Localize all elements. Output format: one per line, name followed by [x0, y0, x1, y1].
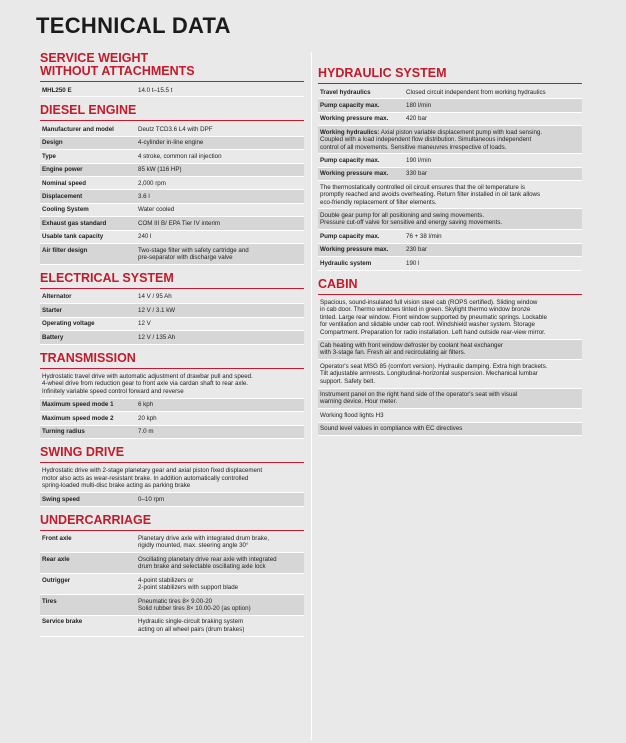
spec-row	[40, 426, 304, 439]
undercarriage-section	[40, 514, 304, 637]
cabin-paragraph: Spacious, sound-insulated full vision steel cab (ROPS certified). Sliding window in cab door. Thermo windows tinted in green. Skylight thermo window bronze tinted. Large rear window. Front window supported by pneumatic springs. Lockable for ventilation and slidable under cab roof. Windshield washer system. Storage Compartment. Preparation for radio installation. Left hand outside rear-view mirror.	[318, 297, 582, 340]
spec-value: 240 l	[138, 233, 152, 241]
oil-circuit-text: The thermostatically controlled oil circuit ensures that the oil temperature is promptly reached and avoids overheating. Return filter installed in oil tank allows eco-friendly replacement of filter elements.	[318, 181, 582, 209]
spec-value: 230 bar	[406, 246, 427, 254]
spec-row	[40, 304, 304, 317]
spec-row	[40, 331, 304, 344]
spec-label: Starter	[42, 306, 62, 314]
spec-value: Deutz TCD3.6 L4 with DPF	[138, 125, 213, 133]
spec-row	[40, 533, 304, 554]
spec-value: 20 kph	[138, 414, 157, 422]
spec-label: Design	[42, 139, 63, 147]
spec-label: Maximum speed mode 2	[42, 414, 114, 422]
working-hydraulics-label: Working hydraulics:	[320, 128, 380, 136]
spec-label: Exhaust gas standard	[42, 219, 107, 227]
spec-label: Cooling System	[42, 206, 89, 214]
spec-label: Outrigger	[42, 576, 71, 584]
spec-label: Pump capacity max.	[320, 101, 380, 109]
spec-row	[318, 244, 582, 257]
spec-value: 4-cylinder in-line engine	[138, 139, 204, 147]
spec-label: Battery	[42, 333, 64, 341]
spec-value: 3.6 l	[138, 192, 150, 200]
spec-row	[318, 154, 582, 167]
spec-value: 12 V / 3.1 kW	[138, 306, 176, 314]
spec-row	[318, 257, 582, 270]
spec-row	[40, 493, 304, 506]
cabin-paragraph: Sound level values in compliance with EC directives	[318, 423, 582, 436]
section-heading: UNDERCARRIAGE	[40, 514, 304, 531]
spec-value: 14 V / 95 Ah	[138, 293, 172, 301]
spec-label: Working pressure max.	[320, 246, 389, 254]
spec-row	[40, 204, 304, 217]
spec-value: 85 kW (116 HP)	[138, 166, 182, 174]
spec-value: COM III B/ EPA Tier IV interim	[138, 219, 221, 227]
spec-row	[40, 412, 304, 425]
spec-row	[40, 164, 304, 177]
spec-value: Two-stage filter with safety cartridge and pre-separator with discharge valve	[138, 246, 249, 261]
spec-value: 12 V / 135 Ah	[138, 333, 176, 341]
diesel-engine-section	[40, 104, 304, 264]
spec-value: 4 stroke, common rail injection	[138, 152, 222, 160]
spec-value: 0–10 rpm	[138, 495, 165, 503]
spec-row	[40, 616, 304, 637]
section-heading: ELECTRICAL SYSTEM	[40, 272, 304, 289]
spec-value: 14.0 t–15.5 t	[138, 86, 173, 94]
right-column	[318, 52, 582, 443]
spacer	[318, 52, 582, 67]
spec-row	[40, 318, 304, 331]
section-description: Hydrostatic drive with 2-stage planetary gear and axial piston fixed displacement motor also acts as wear-resistant brake. In addition automatically controlled spring-loaded multi-disc brake acting as parking brake	[40, 465, 304, 493]
spec-row	[318, 99, 582, 112]
spec-value: 420 bar	[406, 115, 427, 123]
cabin-section	[318, 278, 582, 437]
spec-label: Type	[42, 152, 56, 160]
spec-label: Nominal speed	[42, 179, 87, 187]
spec-label: Service brake	[42, 618, 83, 626]
spec-row	[40, 150, 304, 163]
cabin-paragraph: Operator's seat MSG 85 (comfort version). Hydraulic damping. Extra high brackets. Tilt adjustable armrests. Longitudinal-horizontal suspension. Mechanical lumbar support. Safety belt.	[318, 360, 582, 388]
spec-row	[40, 137, 304, 150]
electrical-system-section	[40, 272, 304, 345]
spec-row	[40, 231, 304, 244]
spec-label: Air filter design	[42, 246, 88, 254]
spec-label: Rear axle	[42, 555, 70, 563]
spec-row	[318, 86, 582, 99]
spec-row	[40, 595, 304, 616]
spec-value: 7.0 m	[138, 428, 154, 436]
spec-row	[40, 177, 304, 190]
spec-row	[40, 123, 304, 136]
gear-pump-text: Double gear pump for all positioning and swing movements. Pressure cut-off valve for sensitive and energy saving movements.	[318, 209, 582, 230]
working-hydraulics-text	[318, 126, 582, 154]
cabin-paragraph: Cab heating with front window defroster by coolant heat exchanger with 3-stage fan. Fresh air and recirculating air filters.	[318, 340, 582, 361]
spec-label: Operating voltage	[42, 320, 95, 328]
spec-row	[40, 574, 304, 595]
spec-label: Pump capacity max.	[320, 232, 380, 240]
spec-value: Pneumatic tires 8× 9.00-20 Solid rubber tires 8× 10.00-20 (as option)	[138, 597, 251, 612]
spec-row	[40, 217, 304, 230]
spec-label: Manufacturer and model	[42, 125, 114, 133]
spec-label: Maximum speed mode 1	[42, 401, 114, 409]
spec-label: Usable tank capacity	[42, 233, 104, 241]
section-heading: DIESEL ENGINE	[40, 104, 304, 121]
section-description: Hydrostatic travel drive with automatic adjustment of drawbar pull and speed. 4-wheel drive from reduction gear to front axle via cardan shaft to rear axle. Infinitely variable speed control forward and reverse	[40, 371, 304, 399]
service-weight-section	[40, 52, 304, 97]
spec-value: 190 l	[406, 259, 420, 267]
left-column	[40, 52, 304, 644]
spec-label: Pump capacity max.	[320, 156, 380, 164]
spec-value: 330 bar	[406, 170, 427, 178]
spec-label: Alternator	[42, 293, 72, 301]
spec-row	[40, 84, 304, 97]
spec-row	[40, 190, 304, 203]
spec-value: 2,000 rpm	[138, 179, 166, 187]
spec-value: Closed circuit independent from working hydraulics	[406, 88, 546, 96]
column-divider	[311, 52, 312, 740]
spec-value: 12 V	[138, 320, 151, 328]
spec-value: Hydraulic single-circuit braking system acting on all wheel pairs (drum brakes)	[138, 618, 245, 633]
spec-value: 190 l/min	[406, 156, 432, 164]
spec-label: Engine power	[42, 166, 83, 174]
page-title: TECHNICAL DATA	[36, 13, 231, 38]
spec-row	[40, 399, 304, 412]
spec-value: 76 + 38 l/min	[406, 232, 442, 240]
section-heading: SWING DRIVE	[40, 446, 304, 463]
spec-row	[40, 553, 304, 574]
cabin-paragraph: Instrument panel on the right hand side of the operator's seat with visual warning device. Hour meter.	[318, 389, 582, 410]
spec-label: Front axle	[42, 535, 72, 543]
spec-label: Tires	[42, 597, 57, 605]
spec-value: Oscillating planetary drive rear axle with integrated drum brake and selectable oscillating axle lock	[138, 555, 277, 571]
working-hydraulics-body: Axial piston variable displacement pump with load sensing. Coupled with a load independent flow distribution. Simultaneous independent control of all movements. Sensitive maneuvres irrespective of loads.	[320, 128, 543, 151]
spec-row	[318, 230, 582, 243]
spec-value: Water cooled	[138, 206, 175, 214]
spec-value: Planetary drive axle with integrated drum brake, rigidly mounted, max. steering angle 30°	[138, 535, 270, 550]
spec-row	[318, 168, 582, 181]
spec-value: 180 l/min	[406, 101, 432, 109]
cabin-paragraph: Working flood lights H3	[318, 409, 582, 422]
spec-row	[40, 291, 304, 304]
spec-row	[318, 113, 582, 126]
section-heading: HYDRAULIC SYSTEM	[318, 67, 582, 84]
spec-label: MHL250 E	[42, 86, 72, 94]
spec-row	[40, 244, 304, 265]
spec-label: Travel hydraulics	[320, 88, 371, 96]
section-heading: CABIN	[318, 278, 582, 295]
hydraulic-system-section	[318, 67, 582, 271]
spec-value: 6 kph	[138, 401, 154, 409]
spec-label: Swing speed	[42, 495, 80, 503]
spec-value: 4-point stabilizers or 2-point stabilizers with support blade	[138, 576, 239, 592]
section-heading: TRANSMISSION	[40, 352, 304, 369]
section-heading: SERVICE WEIGHT WITHOUT ATTACHMENTS	[40, 52, 304, 82]
spec-label: Hydraulic system	[320, 259, 372, 267]
spec-label: Displacement	[42, 192, 83, 200]
spec-label: Turning radius	[42, 428, 85, 436]
transmission-section	[40, 352, 304, 439]
spec-label: Working pressure max.	[320, 170, 389, 178]
spec-label: Working pressure max.	[320, 115, 389, 123]
swing-drive-section	[40, 446, 304, 507]
